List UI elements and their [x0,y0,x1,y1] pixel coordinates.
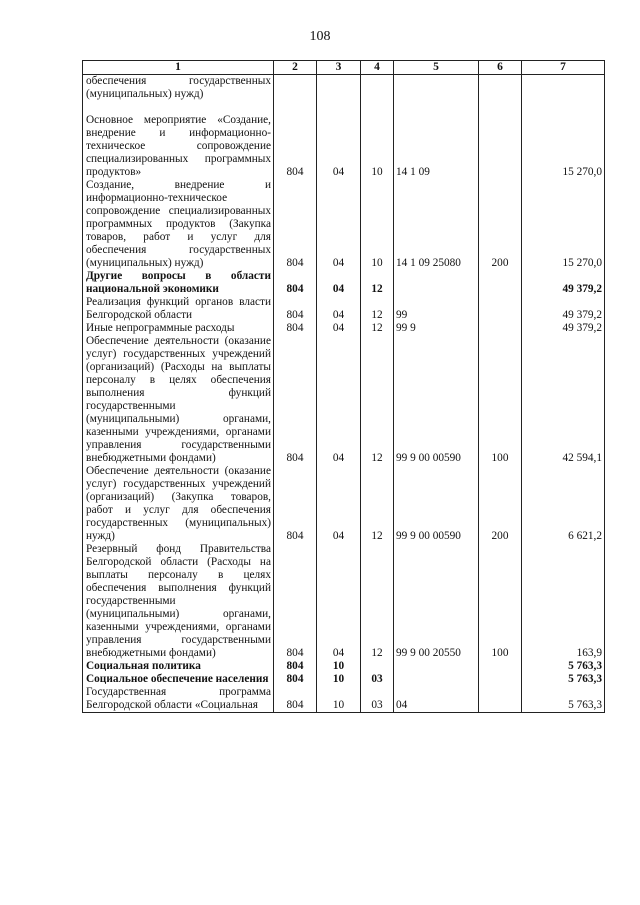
row-subsection-code-text: 12 [371,283,383,295]
row-target-article-text: 99 9 [396,322,416,334]
row-gra-code-text: 804 [286,166,304,178]
row-gra-code-text: 804 [286,530,304,542]
row-subsection-code-text: 10 [371,257,383,269]
table-row [83,114,605,179]
row-gra-code [274,75,317,115]
row-section-code [317,335,361,465]
row-gra-code-text: 804 [286,647,304,659]
table-row [83,75,605,115]
row-description-text: Обеспечение деятельности (оказание услуг) государственных учреждений (организаций) (Закупка товаров, работ и услуг для обеспечения государственных (муниципальных) нужд) [86,465,271,542]
row-description [83,335,274,465]
row-target-article-text: 14 1 09 25080 [396,257,461,269]
row-section-code-text: 04 [332,322,345,334]
row-subsection-code-text: 12 [371,309,383,321]
row-amount [522,543,605,660]
row-section-code [317,673,361,686]
row-amount [522,335,605,465]
row-description [83,660,274,673]
row-amount [522,75,605,115]
row-subsection-code-text: 12 [371,530,383,542]
row-amount [522,686,605,713]
table-body [83,75,605,713]
row-section-code [317,686,361,713]
row-subsection-code-text: 10 [371,166,383,178]
row-amount-text: 49 379,2 [562,309,602,321]
row-section-code-text: 04 [332,166,345,178]
row-amount [522,270,605,296]
row-expense-type [479,660,522,673]
row-description [83,114,274,179]
row-amount-text: 42 594,1 [562,452,602,464]
row-amount-text: 15 270,0 [562,166,602,178]
row-expense-type-text: 100 [491,647,509,659]
row-target-article-text: 99 9 00 00590 [396,530,461,542]
row-target-article-text: 99 9 00 00590 [396,452,461,464]
page-number: 108 [309,29,331,44]
row-section-code [317,179,361,270]
row-amount-text: 49 379,2 [562,322,602,334]
row-description-text: Обеспечение деятельности (оказание услуг) государственных учреждений (организаций) (Расходы на выплаты персоналу в целях обеспечения выполнения функций государственными (муниципальными) органами, казенными учреждениями, органами управления государственными внебюджетными фондами) [86,335,271,464]
row-description-text: Социальное обеспечение населения [86,673,269,685]
row-gra-code [274,296,317,322]
row-section-code [317,660,361,673]
row-section-code-text: 10 [332,673,345,685]
row-description [83,270,274,296]
table-row [83,270,605,296]
row-subsection-code [361,465,394,543]
row-gra-code [274,322,317,335]
row-description [83,673,274,686]
row-description-text: Основное мероприятие «Создание, внедрение и информационно-техническое сопровождение специализированных программных продуктов» [86,114,271,178]
row-subsection-code-text: 12 [371,647,383,659]
row-amount [522,296,605,322]
row-subsection-code [361,673,394,686]
row-target-article [394,322,479,335]
row-description-text: Создание, внедрение и информационно-техническое сопровождение специализированных программных продуктов (Закупка товаров, работ и услуг для обеспечения государственных (муниципальных) нужд) [86,179,271,269]
header-col-4: 4 [361,61,394,75]
header-col-5: 5 [394,61,479,75]
row-amount-text: 49 379,2 [562,283,602,295]
row-description-text: Резервный фонд Правительства Белгородской области (Расходы на выплаты персоналу в целях обеспечения выполнения функций государственными (муниципальными) органами, казенными учреждениями, органами управления государственными внебюджетными фондами) [86,543,271,659]
row-target-article-text: 14 1 09 [396,166,430,178]
row-expense-type [479,335,522,465]
row-subsection-code [361,270,394,296]
row-target-article [394,335,479,465]
row-amount-text: 5 763,3 [568,660,602,672]
row-target-article [394,660,479,673]
header-col-6: 6 [479,61,522,75]
row-target-article [394,270,479,296]
row-target-article [394,114,479,179]
row-expense-type [479,114,522,179]
row-description-text: обеспечения государственных (муниципальных) нужд) [86,75,271,100]
row-amount [522,322,605,335]
row-expense-type [479,686,522,713]
row-subsection-code [361,179,394,270]
row-description-text: Социальная политика [86,660,201,672]
row-subsection-code-text: 03 [371,673,383,685]
row-expense-type [479,296,522,322]
row-section-code [317,465,361,543]
table-row [83,465,605,543]
row-gra-code [274,673,317,686]
row-section-code-text: 04 [332,647,345,659]
row-description [83,296,274,322]
row-gra-code [274,335,317,465]
row-expense-type [479,75,522,115]
row-description-text: Реализация функций органов власти Белгородской области [86,296,271,321]
row-target-article-text: 99 [396,309,408,321]
row-section-code [317,75,361,115]
row-description-text: Государственная программа Белгородской области «Социальная [86,686,271,711]
table-row [83,296,605,322]
row-target-article [394,296,479,322]
header-col-2: 2 [274,61,317,75]
row-amount-text: 5 763,3 [568,699,602,711]
row-description-text: Иные непрограммные расходы [86,322,235,334]
row-section-code [317,270,361,296]
row-section-code [317,322,361,335]
row-description-text: Другие вопросы в области национальной экономики [86,270,271,295]
row-section-code-text: 04 [332,257,345,269]
row-section-code [317,296,361,322]
row-expense-type [479,322,522,335]
table-row [83,686,605,713]
budget-table [82,60,605,713]
row-gra-code [274,114,317,179]
row-expense-type [479,543,522,660]
row-amount [522,660,605,673]
row-gra-code [274,660,317,673]
row-gra-code [274,270,317,296]
row-spacer [86,101,271,114]
row-target-article [394,686,479,713]
row-target-article-text: 04 [396,699,408,711]
row-subsection-code [361,660,394,673]
row-expense-type [479,465,522,543]
row-gra-code [274,465,317,543]
row-amount [522,465,605,543]
header-row [83,61,605,75]
row-amount [522,114,605,179]
row-gra-code-text: 804 [286,673,304,685]
table-row [83,543,605,660]
row-subsection-code [361,322,394,335]
row-section-code-text: 04 [332,283,345,295]
row-description [83,465,274,543]
row-subsection-code [361,296,394,322]
table-header [83,61,605,75]
row-section-code-text: 04 [332,452,345,464]
row-target-article [394,543,479,660]
row-amount-text: 15 270,0 [562,257,602,269]
row-subsection-code-text: 03 [371,699,383,711]
row-target-article [394,179,479,270]
row-subsection-code [361,114,394,179]
row-section-code-text: 10 [332,699,345,711]
row-subsection-code-text: 12 [371,322,383,334]
row-amount-text: 163,9 [576,647,602,659]
row-gra-code-text: 804 [286,452,304,464]
row-expense-type-text: 200 [491,530,509,542]
row-gra-code-text: 804 [286,322,304,334]
header-col-7: 7 [522,61,605,75]
row-gra-code [274,179,317,270]
row-expense-type-text: 100 [491,452,509,464]
row-gra-code-text: 804 [286,283,304,295]
row-gra-code-text: 804 [286,257,304,269]
row-subsection-code [361,543,394,660]
row-gra-code-text: 804 [286,660,304,672]
row-amount [522,179,605,270]
header-col-3: 3 [317,61,361,75]
row-expense-type-text: 200 [491,257,509,269]
table-row [83,179,605,270]
row-target-article [394,673,479,686]
row-expense-type [479,270,522,296]
row-target-article [394,465,479,543]
row-description [83,543,274,660]
table-row [83,335,605,465]
row-expense-type [479,179,522,270]
header-col-1: 1 [83,61,274,75]
row-section-code [317,114,361,179]
row-gra-code [274,686,317,713]
row-target-article-text: 99 9 00 20550 [396,647,461,659]
row-section-code-text: 04 [332,530,345,542]
row-gra-code-text: 804 [286,309,304,321]
row-description [83,179,274,270]
row-section-code [317,543,361,660]
row-subsection-code-text: 12 [371,452,383,464]
row-expense-type [479,673,522,686]
row-description [83,686,274,713]
row-section-code-text: 10 [332,660,345,672]
row-description [83,75,274,115]
row-target-article [394,75,479,115]
row-gra-code [274,543,317,660]
table-row [83,660,605,673]
row-amount-text: 5 763,3 [568,673,602,685]
row-subsection-code [361,75,394,115]
table-row [83,673,605,686]
row-description [83,322,274,335]
row-subsection-code [361,335,394,465]
row-section-code-text: 04 [332,309,345,321]
table-row [83,322,605,335]
row-gra-code-text: 804 [286,699,304,711]
row-amount [522,673,605,686]
row-amount-text: 6 621,2 [568,530,602,542]
row-subsection-code [361,686,394,713]
